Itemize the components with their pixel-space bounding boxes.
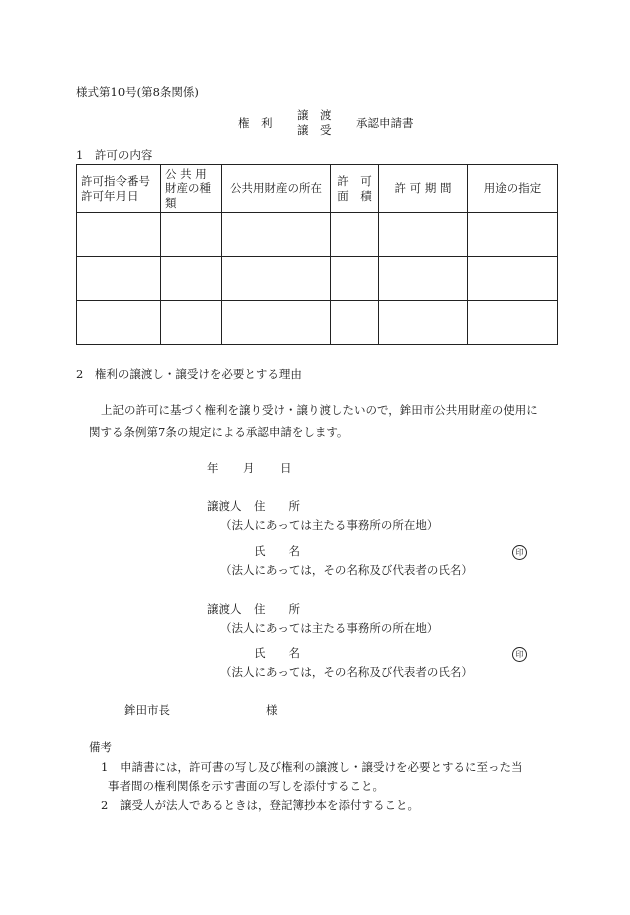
name-note: （法人にあっては，その名称及び代表者の氏名） <box>220 563 473 577</box>
section2-body-line1: 上記の許可に基づく権利を譲り受け・譲り渡したいので，鉾田市公共用財産の使用に <box>101 403 538 417</box>
table-row <box>77 301 558 345</box>
title-suffix: 承認申請書 <box>356 116 414 130</box>
remark-text: 申請書には，許可書の写し及び権利の譲渡し・譲受けを必要とするに至った当 <box>120 760 523 774</box>
table-cell[interactable] <box>468 301 558 345</box>
table-cell[interactable] <box>77 301 161 345</box>
date-month-label: 月 <box>243 461 255 475</box>
table-cell[interactable] <box>331 257 379 301</box>
date-day-label: 日 <box>280 461 292 475</box>
seal-icon: 印 <box>512 545 527 560</box>
title-option-receive: 譲 受 <box>297 123 332 137</box>
transferor-role: 譲渡人 <box>207 499 242 513</box>
table-cell[interactable] <box>161 301 222 345</box>
section2-heading: 2 権利の譲渡し・譲受けを必要とする理由 <box>76 367 302 381</box>
address-note: （法人にあっては主たる事務所の所在地） <box>220 518 439 532</box>
date-year-label: 年 <box>207 461 219 475</box>
table-cell[interactable] <box>379 301 468 345</box>
table-row <box>77 257 558 301</box>
remark-number: 2 <box>101 798 109 812</box>
col-usage: 用途の指定 <box>468 165 558 213</box>
col-property-type: 公 共 用 財産の種 類 <box>161 165 222 213</box>
table-cell[interactable] <box>161 257 222 301</box>
permit-table <box>76 164 558 345</box>
transferor-role: 譲渡人 <box>207 602 242 616</box>
remark-text-continued: 事者間の権利関係を示す書面の写しを添付すること。 <box>108 779 384 793</box>
table-cell[interactable] <box>222 213 331 257</box>
name-label: 氏 名 <box>254 544 300 558</box>
col-permit-number: 許可指令番号 許可年月日 <box>77 165 161 213</box>
table-cell[interactable] <box>379 257 468 301</box>
seal-icon: 印 <box>512 647 527 662</box>
table-cell[interactable] <box>161 213 222 257</box>
title-option-transfer: 譲 渡 <box>297 108 332 122</box>
table-cell[interactable] <box>77 257 161 301</box>
table-cell[interactable] <box>222 301 331 345</box>
address-note: （法人にあっては主たる事務所の所在地） <box>220 621 439 635</box>
form-number: 様式第10号(第8条関係) <box>76 85 199 99</box>
col-property-location: 公共用財産の所在 <box>222 165 331 213</box>
table-cell[interactable] <box>468 257 558 301</box>
addressee-name: 鉾田市長 <box>124 703 170 717</box>
col-permit-area: 許 可 面 積 <box>331 165 379 213</box>
remarks-heading: 備考 <box>89 740 112 754</box>
table-row <box>77 213 558 257</box>
table-cell[interactable] <box>222 257 331 301</box>
remark-text: 譲受人が法人であるときは，登記簿抄本を添付すること。 <box>120 798 419 812</box>
name-label: 氏 名 <box>254 646 300 660</box>
section2-body-line2: 関する条例第7条の規定による承認申請をします。 <box>89 425 349 439</box>
table-header-row <box>77 165 558 213</box>
address-label: 住 所 <box>254 499 300 513</box>
table-cell[interactable] <box>331 213 379 257</box>
table-cell[interactable] <box>468 213 558 257</box>
address-label: 住 所 <box>254 602 300 616</box>
title-prefix: 権 利 <box>238 116 273 130</box>
name-note: （法人にあっては，その名称及び代表者の氏名） <box>220 665 473 679</box>
table-cell[interactable] <box>331 301 379 345</box>
addressee-honorific: 様 <box>266 703 278 717</box>
remark-number: 1 <box>101 760 109 774</box>
table-cell[interactable] <box>379 213 468 257</box>
col-permit-period: 許 可 期 間 <box>379 165 468 213</box>
section1-heading: 1 許可の内容 <box>76 148 153 162</box>
table-cell[interactable] <box>77 213 161 257</box>
